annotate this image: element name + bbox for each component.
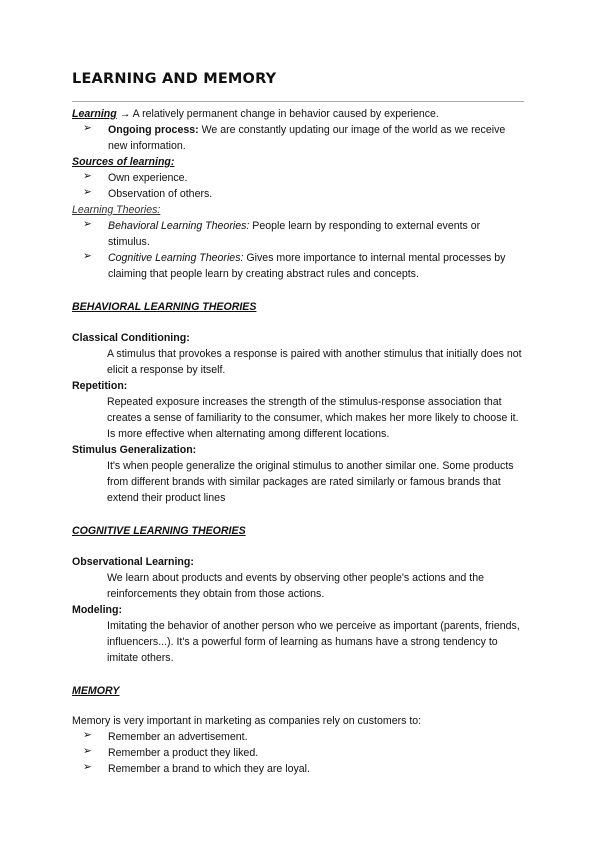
bullet-label: Behavioral Learning Theories: [108,220,250,232]
bullet-arrow-icon: ➢ [83,729,92,741]
entry-term: Classical Conditioning: [72,332,190,344]
bullet-text: People learn by responding to external events or stimulus. [108,220,481,248]
bullet-label: Ongoing process: [108,124,199,136]
bullet-text: Own experience. [108,172,188,184]
bullet-arrow-icon: ➢ [83,761,92,773]
list-item [72,218,524,250]
entry-text: Imitating the behavior of another person who we perceive as important (parents, friends, influencers...). It's a powerful form of learning as humans have a strong tendency to imitate others. [107,620,520,664]
entry-term: Stimulus Generalization: [72,444,197,456]
memory-intro: Memory is very important in marketing as companies rely on customers to: [72,715,422,727]
bullet-label: Cognitive Learning Theories: [108,252,244,264]
bullet-arrow-icon: ➢ [83,250,92,262]
entry-term: Modeling: [72,604,123,616]
entry-text: It's when people generalize the original stimulus to another similar one. Some products from different brands with similar packages are rated similarly or famous brands that extend their product lines [107,460,514,504]
bullet-arrow-icon: ➢ [83,218,92,230]
bullet-arrow-icon: ➢ [83,186,92,198]
list-item [72,761,524,777]
bullet-arrow-icon: ➢ [83,170,92,182]
entry-term: Repetition: [72,380,128,392]
list-item [72,186,524,202]
learning-definition [72,106,524,122]
learning-term: Learning [72,108,117,120]
list-item [72,729,524,745]
entry-text: We learn about products and events by observing other people's actions and the reinforcements they obtain from those actions. [107,572,484,600]
bullet-text: Remember an advertisement. [108,731,248,743]
bullet-text: We are constantly updating our image of the world as we receive new information. [108,124,506,152]
sources-heading: Sources of learning: [72,156,175,168]
bullet-text: Remember a brand to which they are loyal. [108,763,310,775]
section-heading-cognitive: COGNITIVE LEARNING THEORIES [72,525,246,537]
document-page [72,70,524,777]
entry-text: Repeated exposure increases the strength of the stimulus-response association that creates a sense of familiarity to the consumer, which makes her more likely to choose it. Is more effective when alternating among different locations. [107,396,519,440]
document-title: LEARNING AND MEMORY [72,71,277,87]
arrow-glyph: → [119,108,131,120]
section-heading-behavioral: BEHAVIORAL LEARNING THEORIES [72,301,257,313]
list-item [72,170,524,186]
entry-text: A stimulus that provokes a response is paired with another stimulus that initially does not elicit a response by itself. [107,348,522,376]
learning-definition-text: A relatively permanent change in behavior caused by experience. [132,108,439,120]
bullet-arrow-icon: ➢ [83,122,92,134]
bullet-text: Gives more importance to internal mental processes by claiming that people learn by creating abstract rules and concepts. [108,252,506,280]
entry-term: Observational Learning: [72,556,194,568]
section-heading-memory: MEMORY [72,685,120,697]
bullet-text: Remember a product they liked. [108,747,259,759]
list-item [72,122,524,154]
list-item [72,745,524,761]
bullet-arrow-icon: ➢ [83,745,92,757]
theories-heading: Learning Theories: [72,204,161,216]
list-item [72,250,524,282]
bullet-text: Observation of others. [108,188,213,200]
title-divider [72,101,524,102]
